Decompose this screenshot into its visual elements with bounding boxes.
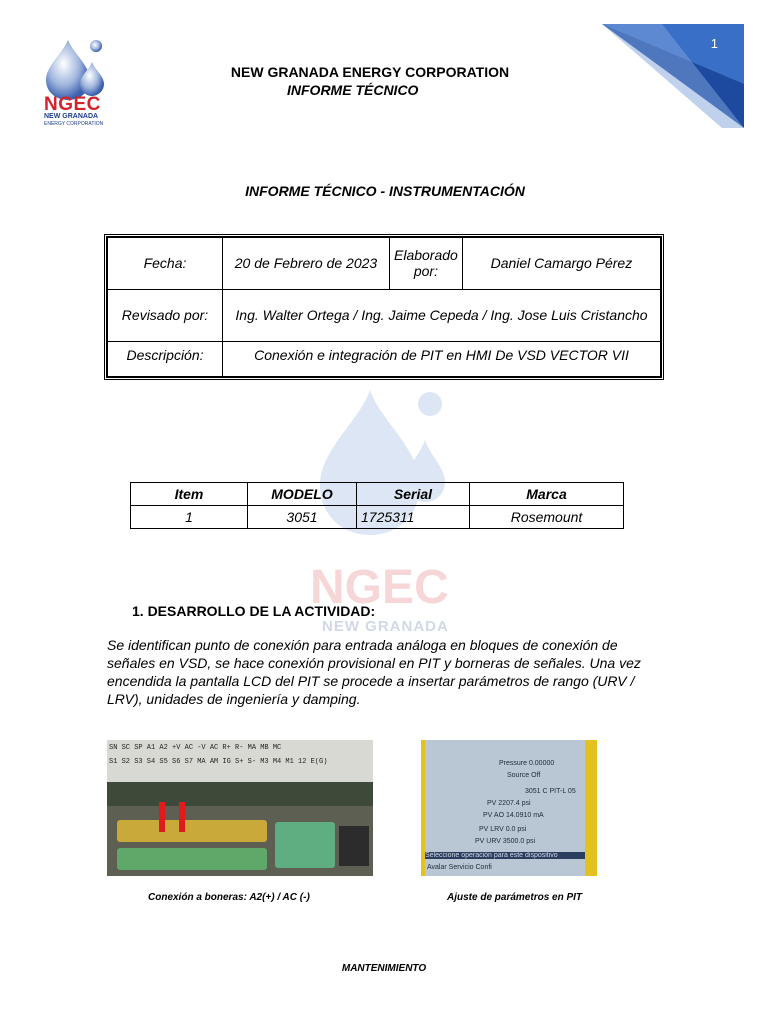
revisado-label: Revisado por: <box>107 289 223 341</box>
lcd-line: 3051 C PIT-L 05 <box>525 788 576 795</box>
col-header-modelo: MODELO <box>248 483 357 506</box>
red-arrow-marker <box>159 802 165 832</box>
logo-subtitle: NEW GRANADA <box>44 113 99 120</box>
footer-text: MANTENIMIENTO <box>341 963 427 974</box>
fecha-value: 20 de Febrero de 2023 <box>223 237 390 289</box>
section-paragraph: Se identifican punto de conexión para entrada análoga en bloques de conexión de señales en VSD, se hace conexión provisional en PIT y borneras de señales. Una vez encendida la pantalla LCD del PIT se procede a insertar parámetros de rango (URV / LRV), unidades de ingeniería y damping. <box>107 637 641 707</box>
descripcion-value: Conexión e integración de PIT en HMI De VSD VECTOR VII <box>223 341 662 377</box>
lcd-line: Avalar Servicio Confi <box>427 864 492 871</box>
header-subtitle: INFORME TÉCNICO <box>287 82 419 98</box>
col-header-serial: Serial <box>357 483 470 506</box>
report-title: INFORME TÉCNICO - INSTRUMENTACIÓN <box>245 183 525 199</box>
lcd-line: Pressure 0.00000 <box>499 760 555 767</box>
company-name: NEW GRANADA ENERGY CORPORATION <box>230 64 510 80</box>
cell-marca: Rosemount <box>470 506 624 529</box>
lcd-line: Seleccione operación para este dispositivo <box>425 852 585 859</box>
terminal-label-top: SN SC SP A1 A2 +V AC -V AC R+ R- MA MB MC <box>109 744 282 752</box>
terminal-block-photo <box>107 740 373 876</box>
watermark-subtext: NEW GRANADA <box>322 618 449 635</box>
fecha-label: Fecha: <box>107 237 223 289</box>
terminal-label-bottom: S1 S2 S3 S4 S5 S6 S7 MA AM IG S+ S- M3 M4 M1 12 E(G) <box>109 758 328 766</box>
section-heading: 1. DESARROLLO DE LA ACTIVIDAD: <box>132 603 376 619</box>
page-number: 1 <box>710 36 718 51</box>
cell-serial: 1725311 <box>357 506 470 529</box>
lcd-line: PV AO 14.0910 mA <box>483 812 544 819</box>
lcd-line: PV URV 3500.0 psi <box>475 838 536 845</box>
left-photo-caption: Conexión a boneras: A2(+) / AC (-) <box>148 892 310 903</box>
table-row <box>131 506 624 529</box>
logo-tagline: ENERGY CORPORATION <box>44 121 104 127</box>
elaborado-label: Elaborado por: <box>390 237 463 289</box>
pit-lcd-photo <box>421 740 597 876</box>
col-header-marca: Marca <box>470 483 624 506</box>
lcd-line: PV LRV 0.0 psi <box>479 826 527 833</box>
equipment-table <box>130 482 624 529</box>
elaborado-value: Daniel Camargo Pérez <box>462 237 661 289</box>
red-arrow-marker <box>179 802 185 832</box>
descripcion-label: Descripción: <box>107 341 223 377</box>
lcd-line: Source Off <box>507 772 541 779</box>
col-header-item: Item <box>131 483 248 506</box>
report-info-table <box>106 236 662 378</box>
logo-wordmark: NGEC <box>44 94 101 115</box>
revisado-value: Ing. Walter Ortega / Ing. Jaime Cepeda / Ing. Jose Luis Cristancho <box>223 289 662 341</box>
watermark-text: NGEC <box>310 561 449 614</box>
right-photo-caption: Ajuste de parámetros en PIT <box>447 892 583 903</box>
lcd-line: PV 2207.4 psi <box>487 800 531 807</box>
cell-modelo: 3051 <box>248 506 357 529</box>
cell-item: 1 <box>131 506 248 529</box>
